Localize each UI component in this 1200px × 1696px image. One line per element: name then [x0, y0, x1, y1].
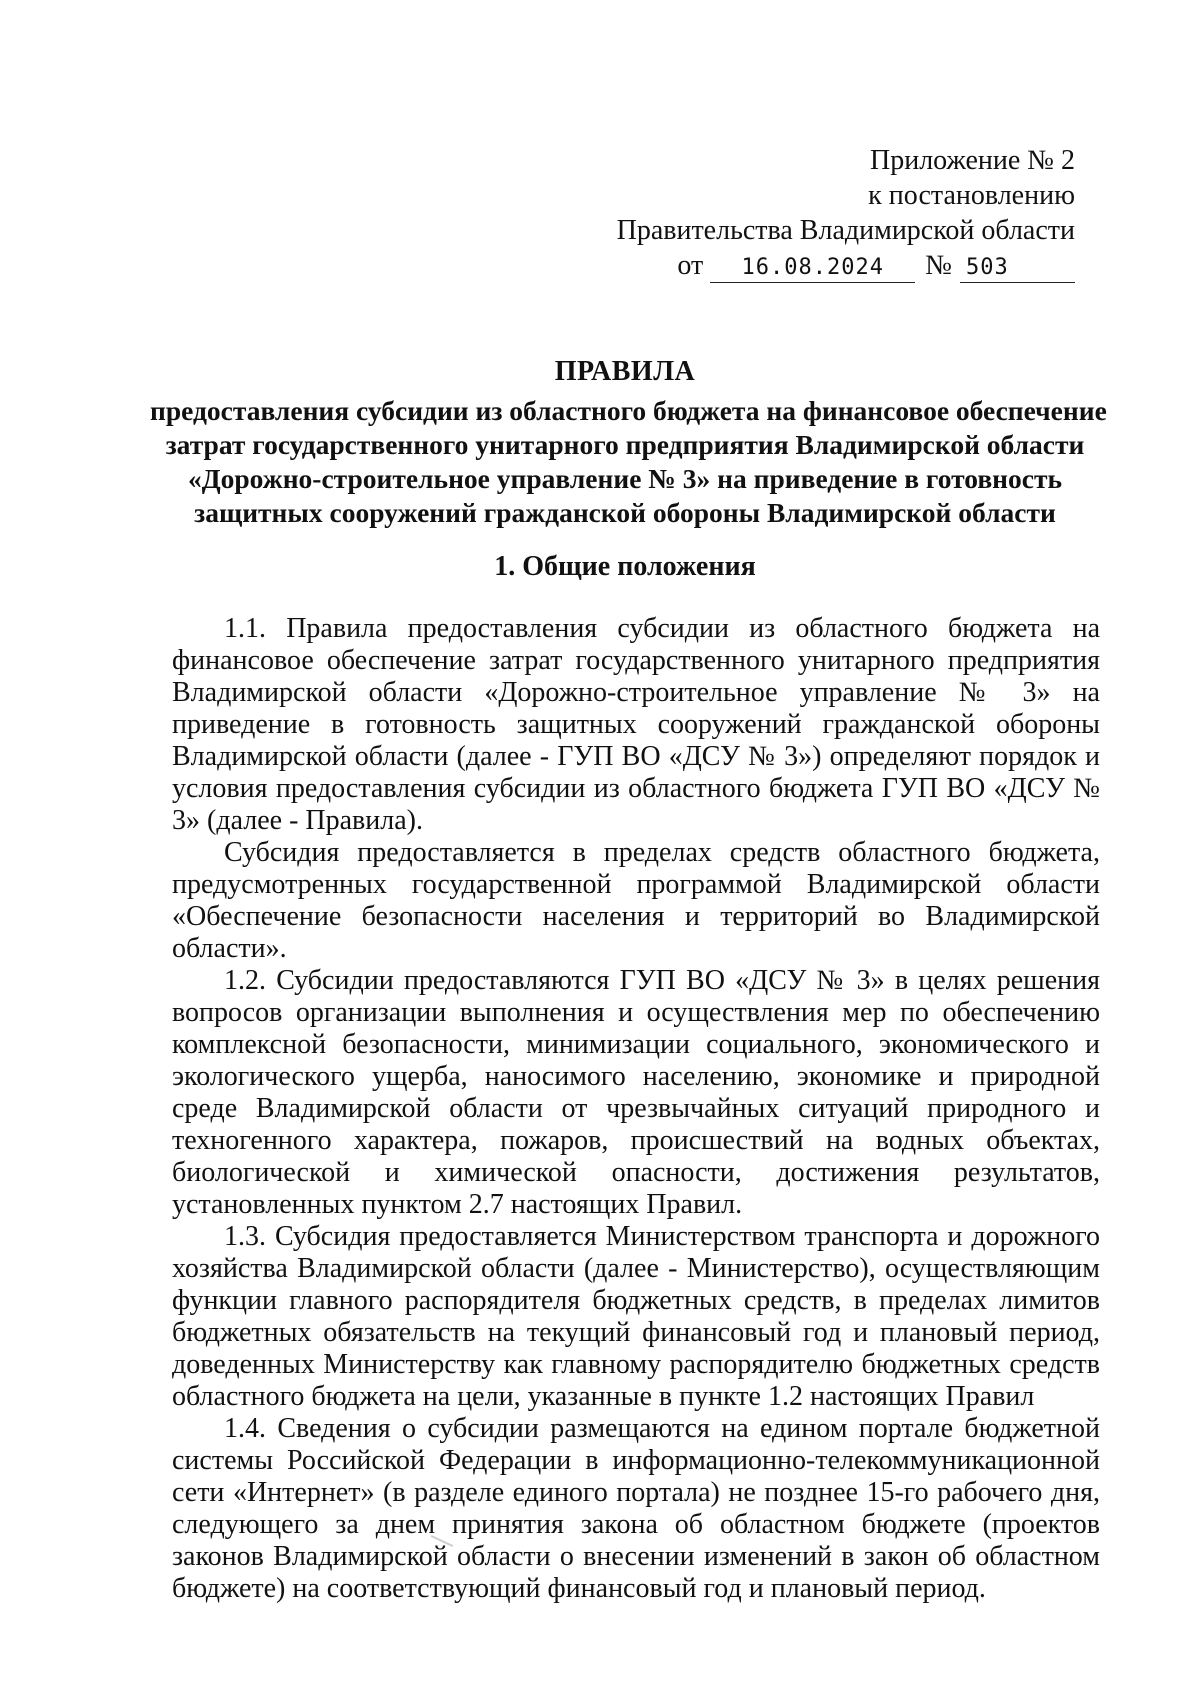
paragraph-1-1: 1.1. Правила предоставления субсидии из областного бюджета на финансовое обеспечение затрат государственного унитарного предприятия Владимирской области «Дорожно-строительное управление № 3» на приведение в готовность защитных сооружений гражданской обороны Владимирской области (далее - ГУП ВО «ДСУ № 3») определяют порядок и условия предоставления субсидии из областного бюджета ГУП ВО «ДСУ № 3» (далее - Правила).: [172, 613, 1100, 836]
attachment-decree-ref: к постановлению: [868, 180, 1075, 211]
paragraph-1-3: 1.3. Субсидия предоставляется Министерством транспорта и дорожного хозяйства Владимирской области (далее - Министерство), осуществляющим функции главного распорядителя бюджетных средств, в пределах лимитов бюджетных обязательств на текущий финансовый год и плановый период, доведенных Министерству как главному распорядителю бюджетных средств областного бюджета на цели, указанные в пункте 1.2 настоящих Правил: [172, 1221, 1100, 1412]
attachment-date-number: [617, 248, 1075, 283]
attachment-label: Приложение № 2: [870, 145, 1075, 176]
section-heading: 1. Общие положения: [494, 551, 756, 582]
document-body: [172, 613, 1100, 1605]
title-subtitle: [150, 394, 1107, 530]
paragraph-1-4: 1.4. Сведения о субсидии размещаются на едином портале бюджетной системы Российской Федерации в информационно-телекоммуникационной сети «Интернет» (в разделе единого портала) не позднее 15-го рабочего дня, следующего за днем принятия закона об областном бюджете (проектов законов Владимирской области о внесении изменений в закон об областном бюджете) на соответствующий финансовый год и плановый период.: [172, 1413, 1100, 1604]
paragraph-subsidy-budget: Субсидия предоставляется в пределах средств областного бюджета, предусмотренных государственной программой Владимирской области «Обеспечение безопасности населения и территорий во Владимирской области».: [172, 837, 1100, 964]
number-prefix: №: [925, 250, 952, 281]
title-sub-line: затрат государственного унитарного предприятия Владимирской области: [165, 429, 1085, 460]
title-sub-line: «Дорожно-строительное управление № 3» на приведение в готовность: [187, 463, 1063, 494]
date-prefix: от: [677, 250, 704, 281]
attachment-block: [617, 143, 1075, 283]
decree-number: 503: [960, 254, 1075, 283]
title-sub-line: предоставления субсидии из областного бюджета на финансовое обеспечение: [150, 395, 1107, 426]
document-title: [150, 355, 1107, 530]
paragraph-1-2: 1.2. Субсидии предоставляются ГУП ВО «ДСУ № 3» в целях решения вопросов организации выполнения и осуществления мер по обеспечению комплексной безопасности, минимизации социального, экономического и экологического ущерба, наносимого населению, экономике и природной среде Владимирской области от чрезвычайных ситуаций природного и техногенного характера, пожаров, происшествий на водных объектах, биологической и химической опасности, достижения результатов, установленных пунктом 2.7 настоящих Правил.: [172, 965, 1100, 1220]
title-main: ПРАВИЛА: [554, 356, 696, 387]
decree-date: 16.08.2024: [710, 254, 915, 283]
attachment-government: Правительства Владимирской области: [616, 215, 1075, 246]
title-sub-line: защитных сооружений гражданской обороны Владимирской области: [194, 497, 1056, 528]
